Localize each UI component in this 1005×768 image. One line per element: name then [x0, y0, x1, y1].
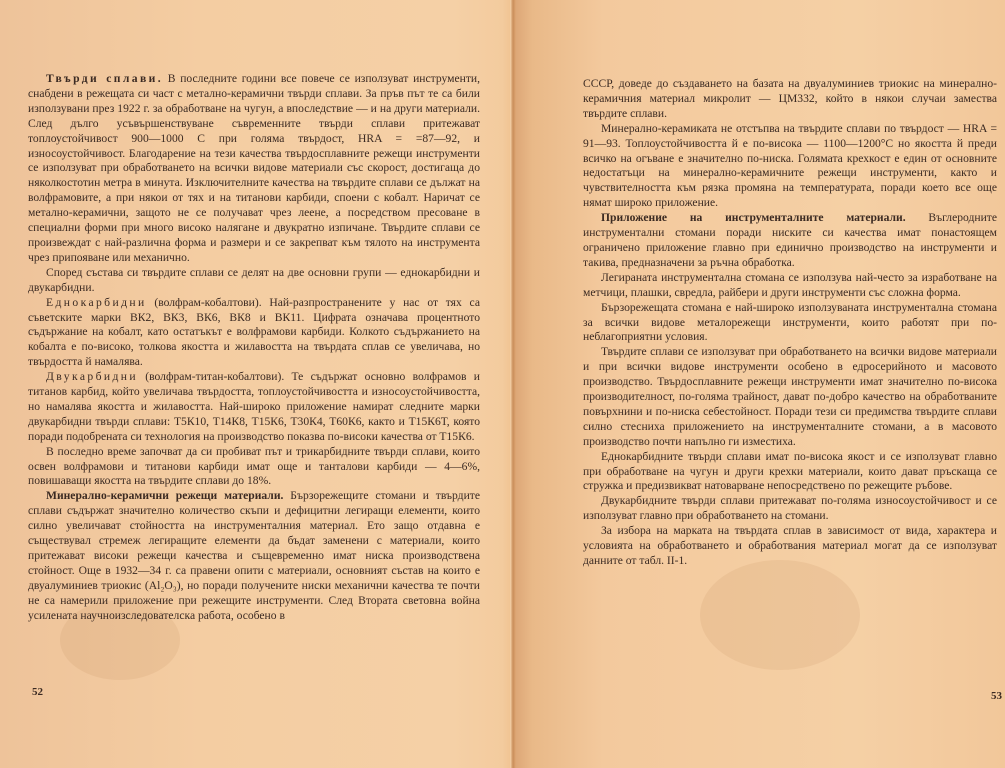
paragraph-lead: Минерално-керамични режещи материали. — [46, 489, 284, 503]
paragraph-lead: Приложение на инструменталните материали. — [601, 211, 906, 225]
paragraph — [28, 266, 480, 296]
paragraph-text: В последните години все повече се използуват инструменти, снабдени в режещата си част с метално-керамични твърди сплави. За пръв път те са били използувани през 1922 г. за обработване на чугун, а впоследствие — и на други материали. След дълго усъвършенствуване съвременните твърди сплави притежават топлоустойчивост 900—1000 С при голяма твърдост, HRA = =87—92, и износоустойчивост. Благодарение на тези качества твърдосплавните режещи инструменти се използуват при обработването на всички видове материали със скорост, достигаща до няколкостотин метра в минута. Изключителните качества на твърдите сплави се дължат на волфрамовите, а при някои от тях и на титанови карбиди, споени с кобалт. Наричат се метално-керамични, защото не се получават чрез леене, а посредством пресоване в специални форми при много високо налягане и двукратно изпичане. Твърдите сплави се произвеждат с най-различна форма и размери и се закрепват към тялото на инструмента чрез припояване или механично. — [28, 72, 480, 264]
left-page-body — [28, 72, 480, 624]
paragraph-lead: Твърди сплави. — [46, 72, 164, 85]
paragraph-text: В последно време започват да си пробиват път и трикарбидните твърди сплави, които освен волфрамови и титанови карбиди имат още и танталови карбиди — 4—6%, повишаващи якостта на твърдите сплави до 18%. — [28, 444, 480, 488]
paragraph — [583, 450, 997, 495]
paragraph-text: (волфрам-титан-кобалтови). Те съдържат основно волфрамов и титанов карбид, който увеличава твърдостта, топлоустойчивостта и износоустойчивостта, но намалява якостта и жилавостта. Най-широко приложение намират следните марки двукарбидни твърди сплави: Т5К10, Т14К8, Т15К6, Т30К4, Т60К6, както и Т15К6Т, която поради подобрената си технология на производство показва по-високи качества от Т15К6. — [28, 370, 480, 443]
right-page-body — [583, 77, 997, 569]
paragraph-text: Въглеродните инструментални стомани поради ниските си качества имат понастоящем ограничено приложение главно при единично производство на инструменти и такива, предназначени за ръчна обработка. — [583, 211, 997, 269]
paragraph — [28, 489, 480, 623]
paragraph — [28, 72, 480, 266]
paragraph — [583, 77, 997, 122]
paragraph-text: Легираната инструментална стомана се използува най-често за изработване на метчици, плашки, свредла, райбери и други инструменти със сложна форма. — [583, 270, 997, 299]
paragraph-lead: Еднокарбидни — [46, 295, 147, 309]
paragraph — [583, 494, 997, 524]
paragraph — [583, 345, 997, 449]
paragraph-text: Минерално-керамиката не отстъпва на твърдите сплави по твърдост — HRA = 91—93. Топлоустойчивостта й е по-висока — 1100—1200°С но якостта й преди всичко на огъване е значително по-ниска. Голямата крехкост е един от основните недостатъци на минерално-керамичните режещи инструменти, както и чувствителността към рязка промяна на температурата, поради което все още нямат широко приложение. — [583, 121, 997, 210]
paragraph — [28, 370, 480, 445]
paragraph — [28, 296, 480, 371]
left-page — [28, 0, 484, 768]
paragraph — [583, 301, 997, 346]
paragraph — [583, 122, 997, 211]
paragraph-text: Според състава си твърдите сплави се делят на две основни групи — еднокарбидни и двукарбидни. — [28, 265, 480, 294]
book-spine — [510, 0, 516, 768]
paragraph-text: Бързорежещата стомана е най-широко използуваната инструментална стомана за всички видове металорежещи инструменти, които работят при по-неблагоприятни условия. — [583, 300, 997, 344]
paragraph — [583, 271, 997, 301]
paragraph-text: Двукарбидните твърди сплави притежават по-голяма износоустойчивост и се използуват главно при обработването на стомани. — [583, 494, 997, 523]
paragraph-text: Еднокарбидните твърди сплави имат по-висока якост и се използуват главно при обработване на чугун и други крехки материали, които дават пръскаща се стружка и предизвикват натоварване непосредствено по режещите ръбове. — [583, 449, 997, 493]
paragraph-text: СССР, доведе до създаването на базата на двуалуминиев триокис на минерално-керамичния материал микролит — ЦМ332, който в някои случаи замества твърдите сплави. — [583, 77, 997, 120]
paragraph-text: Бързорежещите стомани и твърдите сплави съдържат значително количество скъпи и дефицитни легиращи елементи, които силно увеличават стойността на инструменталния материал. Ето защо отдавна е съществувал стремеж легиращите елементи да бъдат заменени с материали, които притежават високи режещи качества и същевременно имат ниска производствена стойност. Още в 1932—34 г. са правени опити с материали, основният състав на които е двуалуминиев триокис (Al₂O₃), но поради получените ниски механични качества те почти не са намерили приложение при режещите инструменти. След Втората световна война усилената научноизследователска работа, особено в — [28, 489, 480, 622]
page-number: 53 — [991, 690, 1002, 702]
paragraph — [583, 524, 997, 569]
page-number: 52 — [32, 686, 43, 698]
right-page — [583, 0, 1002, 768]
paragraph-text: Твърдите сплави се използуват при обработването на всички видове материали и при всички видове инструменти особено в едросерийното и масовото производство. Твърдосплавните режещи инструменти имат значително по-висока производителност, по-голяма трайност, дават по-добро качество на обработваните повърхнини и по-ниска себестойност. Поради тези си предимства твърдите сплави силно стесниха приложението на инструменталните стомани, а в масовото производство почти напълно ги изместиха. — [583, 345, 997, 448]
paragraph-lead: Двукарбидни — [46, 370, 138, 384]
paragraph — [583, 211, 997, 271]
paragraph-text: (волфрам-кобалтови). Най-разпространените у нас от тях са съветските марки ВК2, ВК3, ВК6, ВК8 и ВК11. Цифрата означава процентното съдържание на кобалт, като остатъкът е волфрамови карбиди. Колкото съдържанието на кобалта е по-високо, толкова якостта и жилавостта на твърдата сплав се увеличава, но твърдостта й намалява. — [28, 295, 480, 369]
paragraph-text: За избора на марката на твърдата сплав в зависимост от вида, характера и условията на обработването и обработвания материал могат да се използуват данните от табл. II-1. — [583, 524, 997, 567]
paragraph — [28, 445, 480, 490]
